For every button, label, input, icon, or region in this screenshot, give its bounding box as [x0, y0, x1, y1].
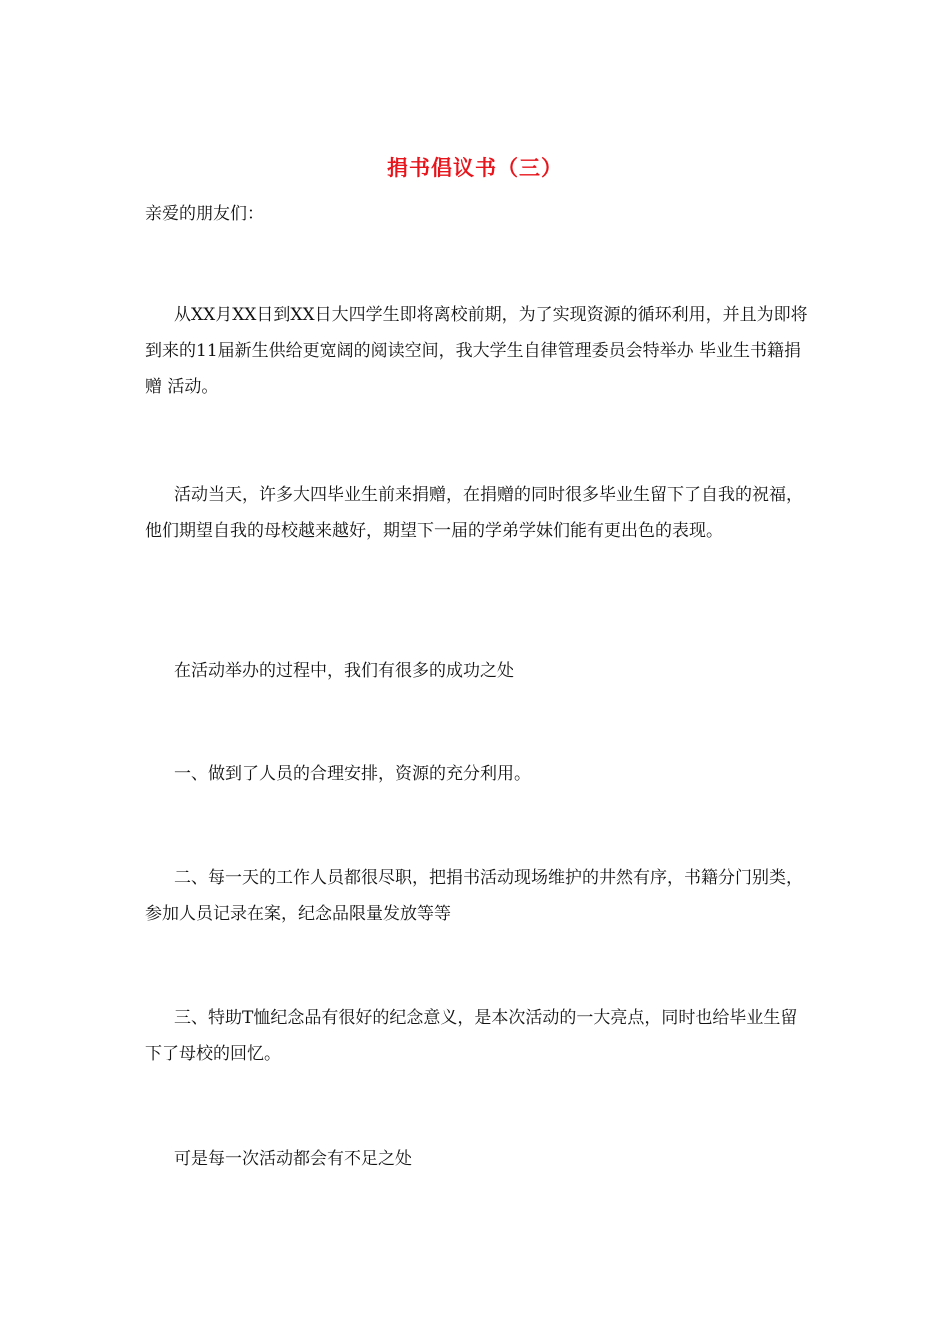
paragraph-1: 从XX月XX日到XX日大四学生即将离校前期，为了实现资源的循环利用，并且为即将到来的11届新生供给更宽阔的阅读空间，我大学生自律管理委员会特举办 毕业生书籍捐赠 活动。	[145, 305, 808, 397]
paragraph-2: 活动当天，许多大四毕业生前来捐赠，在捐赠的同时很多毕业生留下了自我的祝福，他们期望自我的母校越来越好，期望下一届的学弟学妹们能有更出色的表现。	[145, 485, 803, 541]
paragraph-7: 可是每一次活动都会有不足之处	[174, 1149, 412, 1169]
paragraph-4: 一、做到了人员的合理安排，资源的充分利用。	[174, 764, 531, 784]
paragraph-3: 在活动举办的过程中，我们有很多的成功之处	[174, 661, 514, 681]
salutation: 亲爱的朋友们：	[145, 204, 264, 224]
paragraph-6: 三、特助T恤纪念品有很好的纪念意义，是本次活动的一大亮点，同时也给毕业生留下了母校的回忆。	[145, 1008, 798, 1064]
paragraph-5: 二、每一天的工作人员都很尽职，把捐书活动现场维护的井然有序，书籍分门别类，参加人员记录在案，纪念品限量发放等等	[145, 868, 803, 924]
document-title: 捐书倡议书（三）	[387, 156, 563, 180]
